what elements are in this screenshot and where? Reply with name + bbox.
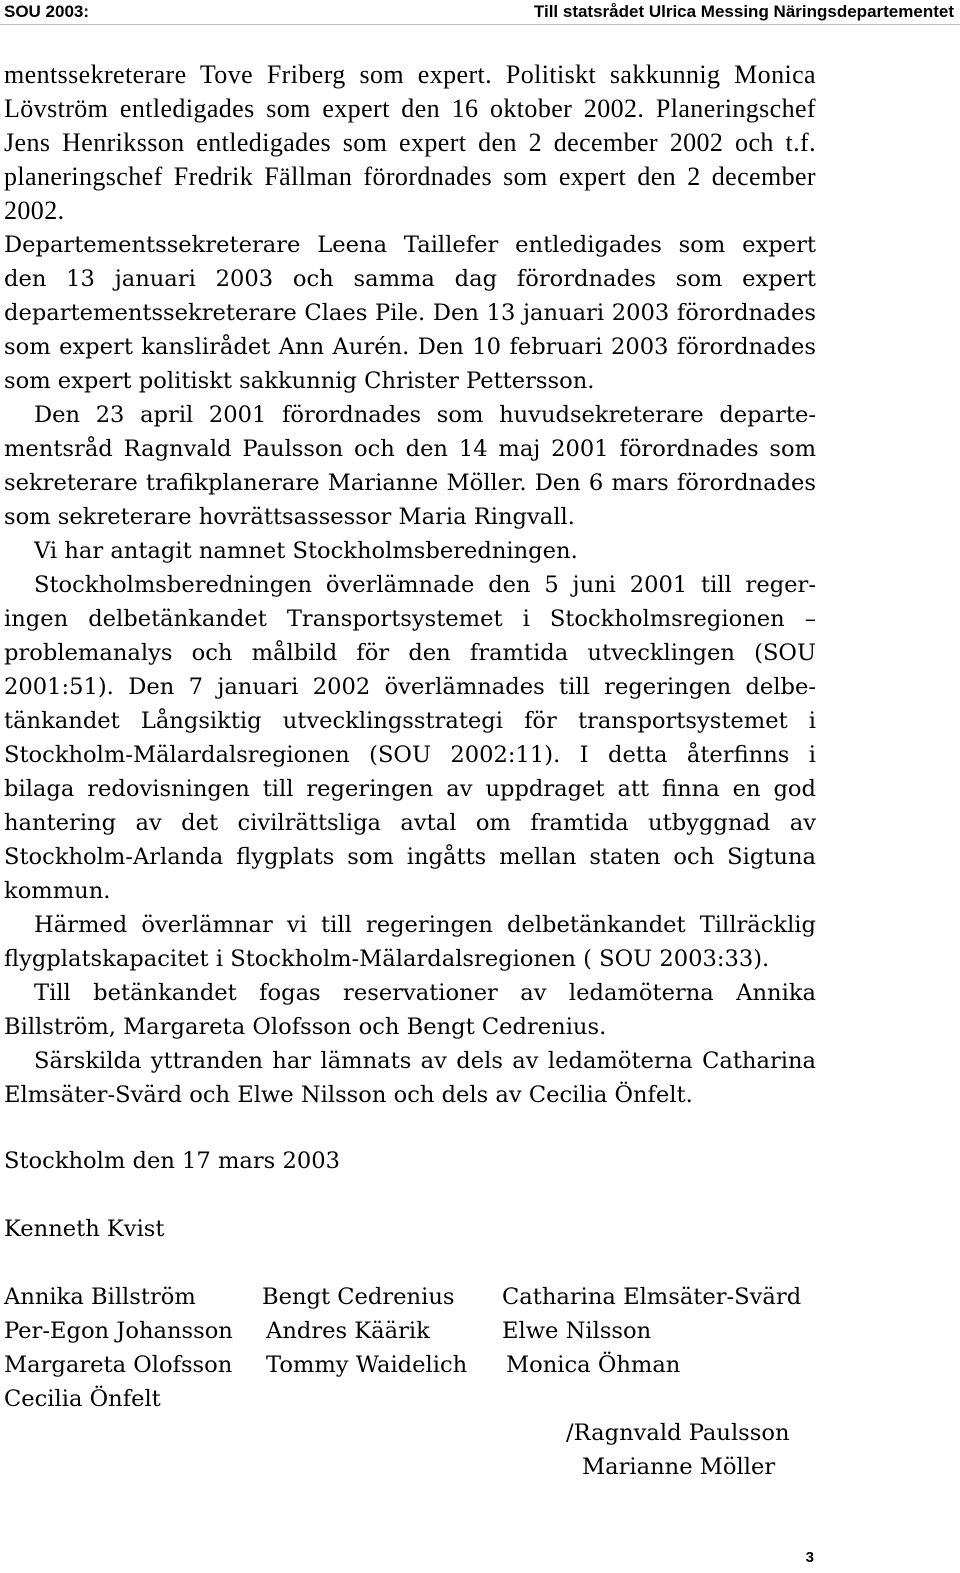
member-name: Margareta Olofsson <box>4 1352 233 1378</box>
place-date: Stockholm den 17 mars 2003 <box>4 1148 340 1174</box>
secretary-name: /Ragnvald Paulsson <box>566 1420 790 1446</box>
chair-name: Kenneth Kvist <box>4 1216 165 1242</box>
secretaries-block <box>566 1416 790 1484</box>
member-name: Tommy Waidelich <box>266 1352 468 1378</box>
header-addressee: Till statsrådet Ulrica Messing Näringsdepartementet <box>533 2 954 21</box>
member-name: Per-Egon Johansson <box>4 1318 233 1344</box>
member-name: Monica Öhman <box>506 1352 681 1378</box>
paragraph-secretaries: Den 23 april 2001 förordnades som huvudsekreterare departementsråd Ragnvald Paulsson och den 14 maj 2001 förordnades som sekreterare trafikplanerare Marianne Möller. Den 6 mars förordnades som sekreterare hovrättsassessor Maria Ringvall. <box>4 402 816 530</box>
paragraph-previous-reports: Stockholmsberedningen överlämnade den 5 juni 2001 till regeringen delbetänkandet Transportsystemet i Stockholmsregionen – problemanalys och målbild för den framtida utvecklingen (SOU 2001:51). Den 7 januari 2002 överlämnades till regeringen delbetänkandet Långsiktig utvecklingsstrategi för transportsystemet i Stockholm-Mälardalsregionen (SOU 2002:11). I detta återfinns i bilaga redovisningen till regeringen av uppdraget att finna en god hantering av det civilrättsliga avtal om framtida utbyggnad av Stockholm-Arlanda flygplats som ingåtts mellan staten och Sigtuna kommun. <box>4 572 816 904</box>
paragraph-name: Vi har antagit namnet Stockholmsberedningen. <box>34 538 578 564</box>
paragraph-experts-1: mentssekreterare Tove Friberg som expert. Politiskt sakkunnig Monica Lövström entledigades som expert den 16 oktober 2002. Planeringschef Jens Henriksson entledigades som expert den 2 december 2002 och t.f. planeringschef Fredrik Fällman förordnades som expert den 2 december 2002. <box>4 60 816 225</box>
member-name: Catharina Elmsäter-Svärd <box>502 1284 802 1310</box>
paragraph-submission: Härmed överlämnar vi till regeringen delbetänkandet Tillräcklig flygplatskapacitet i Stockholm-Mälardalsregionen ( SOU 2003:33). <box>4 912 816 972</box>
secretary-name: Marianne Möller <box>582 1454 776 1480</box>
member-name: Andres Käärik <box>266 1318 430 1344</box>
member-name: Bengt Cedrenius <box>262 1284 455 1310</box>
signature-block <box>4 1144 340 1246</box>
page-number: 3 <box>805 1549 814 1566</box>
paragraph-statements: Särskilda yttranden har lämnats av dels av ledamöterna Catharina Elmsäter-Svärd och Elwe Nilsson och dels av Cecilia Önfelt. <box>4 1048 816 1108</box>
member-name: Annika Billström <box>4 1284 196 1310</box>
member-name: Elwe Nilsson <box>502 1318 652 1344</box>
body-text <box>4 58 816 1112</box>
paragraph-reservations: Till betänkandet fogas reservationer av ledamöterna Annika Billström, Margareta Olofsson och Bengt Cedrenius. <box>4 980 816 1040</box>
member-name: Cecilia Önfelt <box>4 1386 161 1412</box>
running-header <box>0 0 960 25</box>
paragraph-experts-2: Departementssekreterare Leena Taillefer entledigades som expert den 13 januari 2003 och samma dag förordnades som expert departementssekreterare Claes Pile. Den 13 januari 2003 förordnades som expert kanslirådet Ann Aurén. Den 10 februari 2003 förordnades som expert politiskt sakkunnig Christer Pettersson. <box>4 232 816 394</box>
header-series: SOU 2003: <box>4 2 90 21</box>
